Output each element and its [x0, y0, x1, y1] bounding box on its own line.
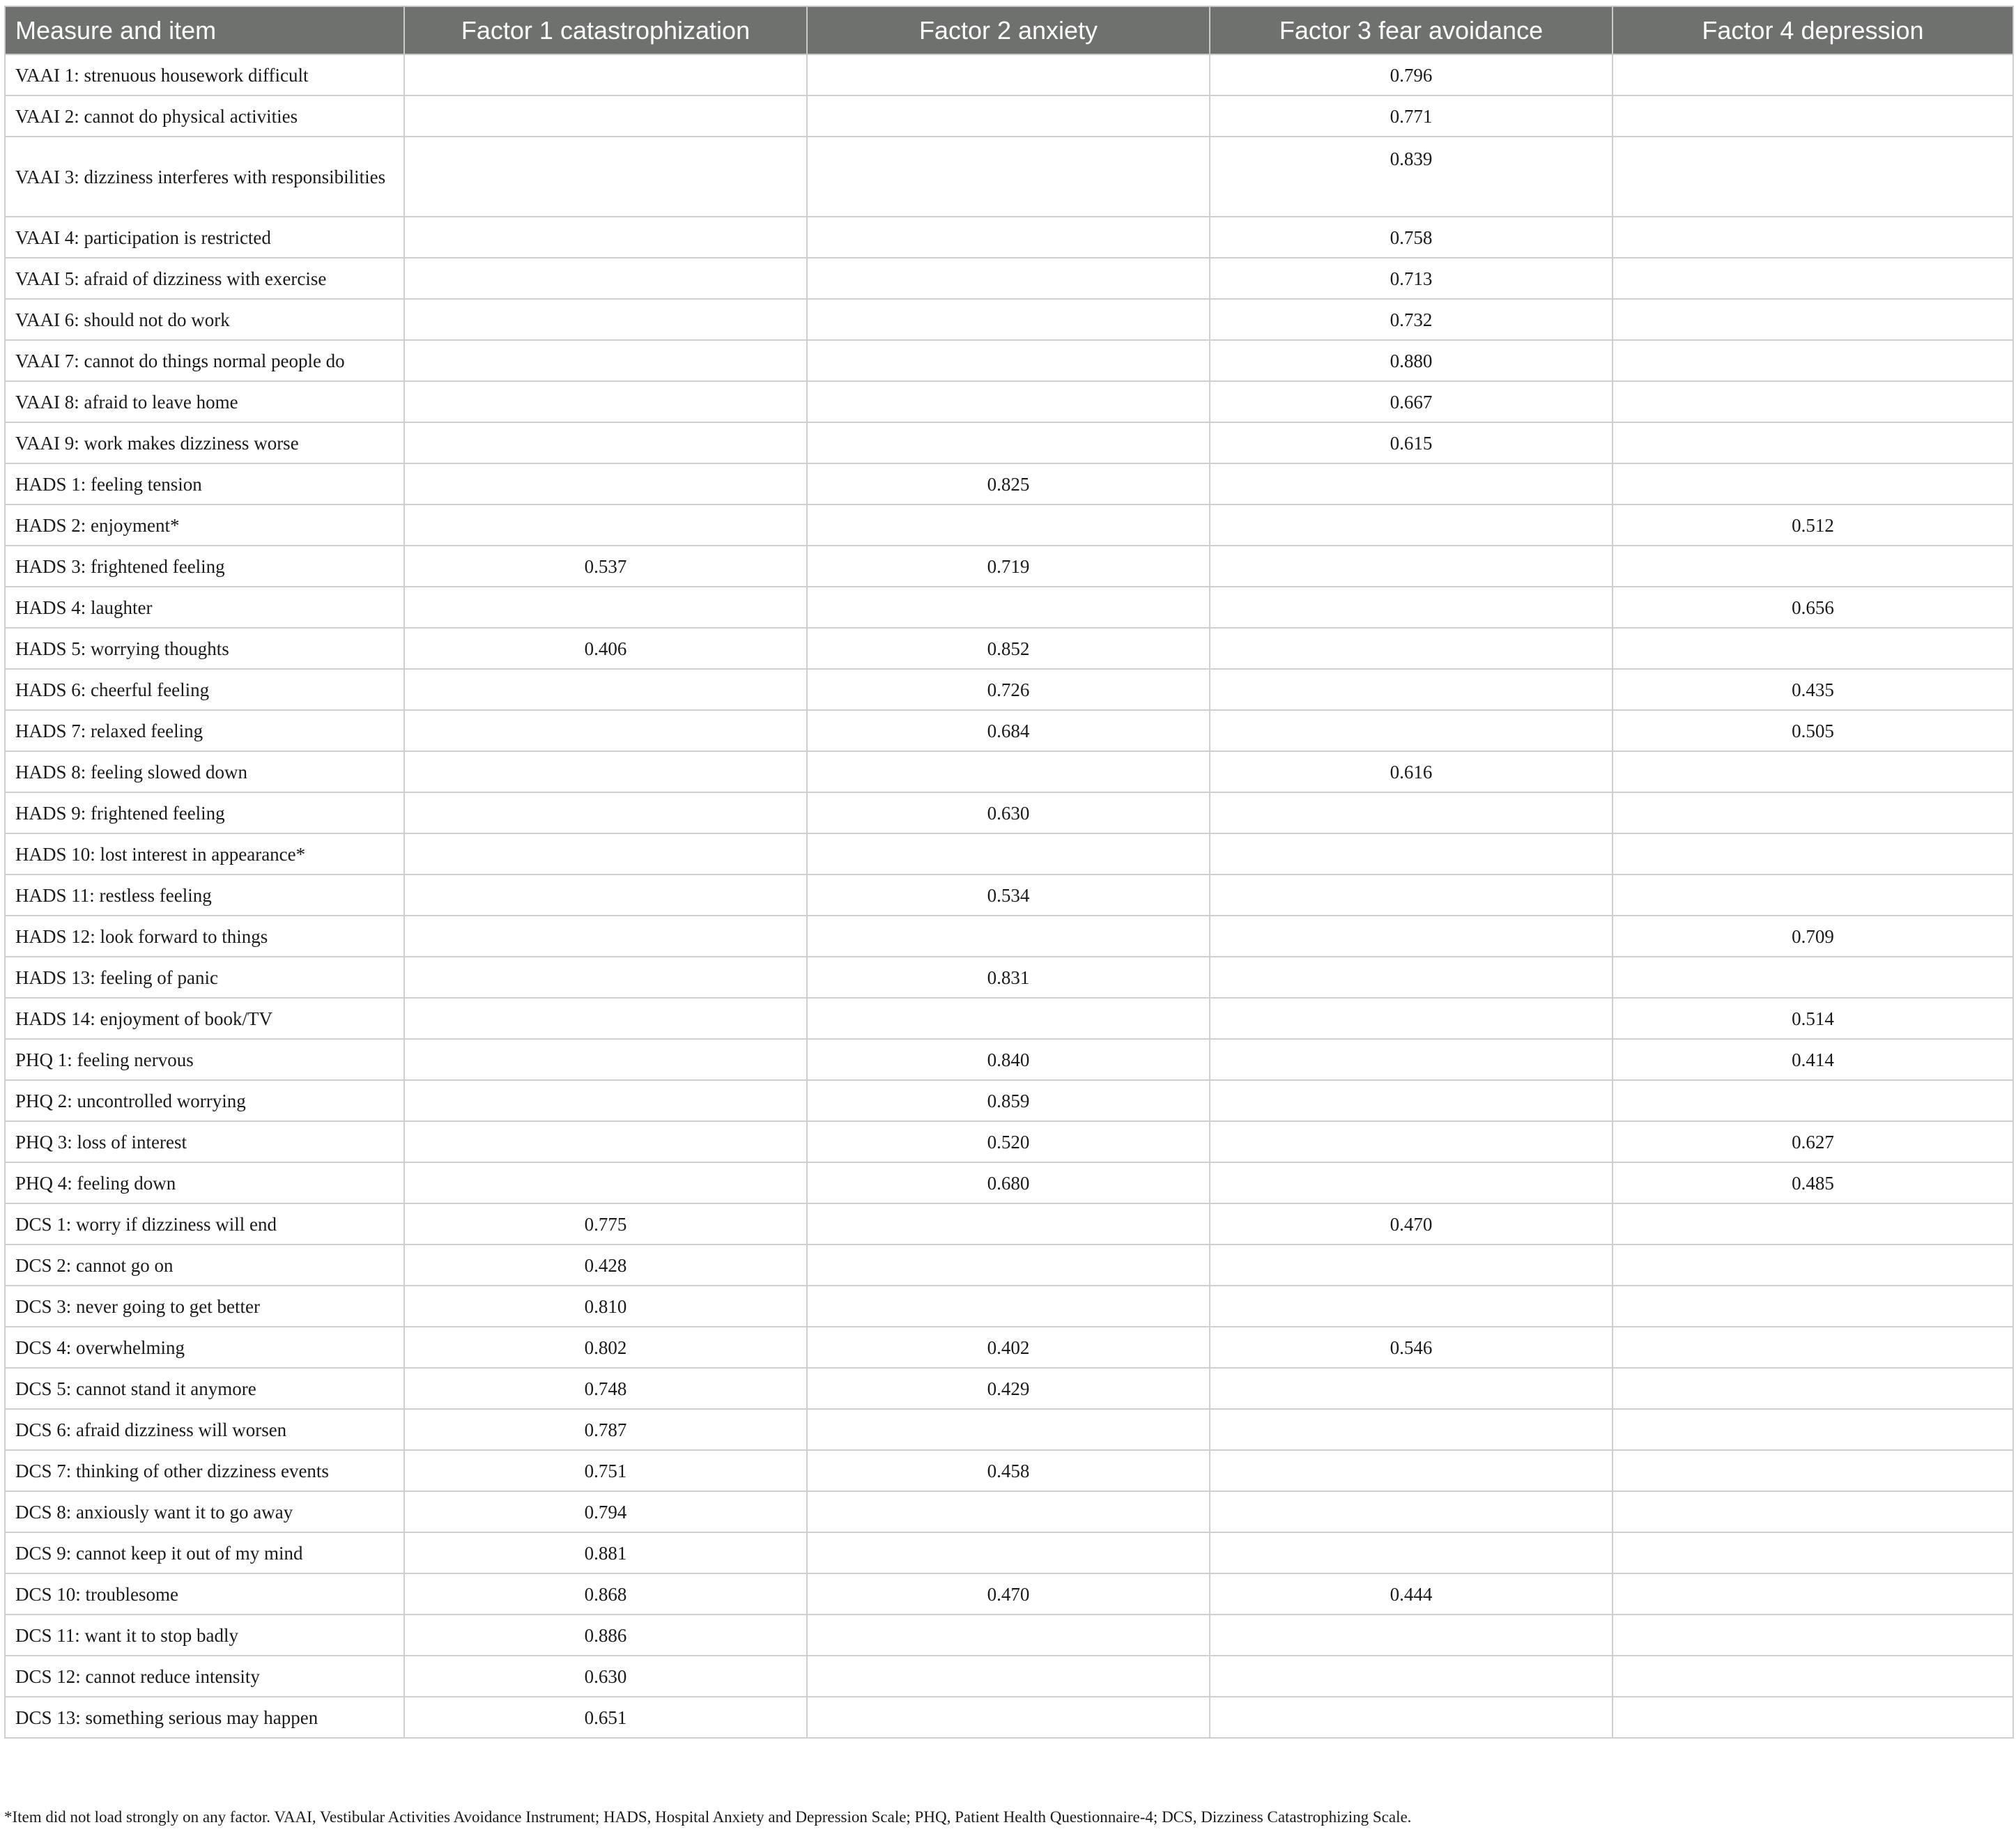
factor-1-loading — [404, 792, 807, 833]
item-label: VAAI 7: cannot do things normal people do — [5, 340, 404, 381]
factor-3-loading — [1210, 628, 1613, 669]
header-factor-2: Factor 2 anxiety — [807, 6, 1210, 54]
factor-1-loading: 0.881 — [404, 1532, 807, 1573]
factor-2-loading: 0.520 — [807, 1121, 1210, 1162]
table-row — [5, 299, 2013, 340]
factor-3-loading — [1210, 1656, 1613, 1697]
table-row — [5, 1491, 2013, 1532]
table-row — [5, 217, 2013, 258]
factor-3-loading: 0.444 — [1210, 1573, 1613, 1615]
item-label: DCS 6: afraid dizziness will worsen — [5, 1409, 404, 1450]
table-body — [5, 54, 2013, 1738]
factor-3-loading: 0.470 — [1210, 1203, 1613, 1245]
factor-4-loading — [1613, 628, 2013, 669]
item-label: HADS 8: feeling slowed down — [5, 751, 404, 792]
item-label: DCS 5: cannot stand it anymore — [5, 1368, 404, 1409]
factor-1-loading: 0.787 — [404, 1409, 807, 1450]
factor-1-loading — [404, 710, 807, 751]
factor-1-loading — [404, 957, 807, 998]
table-row — [5, 1327, 2013, 1368]
factor-1-loading — [404, 1162, 807, 1203]
table-row — [5, 422, 2013, 463]
factor-3-loading: 0.615 — [1210, 422, 1613, 463]
item-label: HADS 3: frightened feeling — [5, 546, 404, 587]
table-row — [5, 340, 2013, 381]
factor-3-loading — [1210, 1615, 1613, 1656]
table-row — [5, 1080, 2013, 1121]
factor-4-loading — [1613, 95, 2013, 137]
factor-3-loading: 0.758 — [1210, 217, 1613, 258]
factor-4-loading: 0.656 — [1613, 587, 2013, 628]
factor-1-loading: 0.868 — [404, 1573, 807, 1615]
table-row — [5, 710, 2013, 751]
factor-2-loading: 0.859 — [807, 1080, 1210, 1121]
factor-2-loading — [807, 1491, 1210, 1532]
factor-3-loading — [1210, 916, 1613, 957]
factor-1-loading — [404, 916, 807, 957]
factor-4-loading — [1613, 463, 2013, 504]
factor-4-loading — [1613, 1656, 2013, 1697]
item-label: HADS 11: restless feeling — [5, 875, 404, 916]
factor-4-loading — [1613, 546, 2013, 587]
table-row — [5, 833, 2013, 875]
item-label: VAAI 2: cannot do physical activities — [5, 95, 404, 137]
factor-1-loading: 0.630 — [404, 1656, 807, 1697]
factor-4-loading — [1613, 137, 2013, 217]
factor-2-loading — [807, 137, 1210, 217]
table-row — [5, 95, 2013, 137]
factor-4-loading — [1613, 875, 2013, 916]
factor-2-loading — [807, 504, 1210, 546]
factor-1-loading: 0.802 — [404, 1327, 807, 1368]
item-label: HADS 12: look forward to things — [5, 916, 404, 957]
factor-1-loading: 0.428 — [404, 1245, 807, 1286]
factor-3-loading: 0.667 — [1210, 381, 1613, 422]
factor-4-loading — [1613, 340, 2013, 381]
item-label: HADS 7: relaxed feeling — [5, 710, 404, 751]
factor-4-loading: 0.414 — [1613, 1039, 2013, 1080]
factor-1-loading — [404, 340, 807, 381]
table-row — [5, 1409, 2013, 1450]
factor-2-loading: 0.684 — [807, 710, 1210, 751]
factor-2-loading — [807, 1656, 1210, 1697]
factor-2-loading — [807, 1697, 1210, 1738]
item-label: DCS 12: cannot reduce intensity — [5, 1656, 404, 1697]
header-factor-4: Factor 4 depression — [1613, 6, 2013, 54]
factor-4-loading: 0.514 — [1613, 998, 2013, 1039]
factor-2-loading — [807, 1203, 1210, 1245]
item-label: DCS 13: something serious may happen — [5, 1697, 404, 1738]
table-row — [5, 1162, 2013, 1203]
factor-3-loading — [1210, 1080, 1613, 1121]
factor-4-loading — [1613, 1409, 2013, 1450]
factor-3-loading: 0.839 — [1210, 137, 1613, 217]
factor-3-loading — [1210, 1697, 1613, 1738]
table-row — [5, 1532, 2013, 1573]
table-row — [5, 1039, 2013, 1080]
item-label: DCS 9: cannot keep it out of my mind — [5, 1532, 404, 1573]
factor-4-loading — [1613, 1245, 2013, 1286]
table-row — [5, 587, 2013, 628]
factor-1-loading — [404, 833, 807, 875]
table-row — [5, 1450, 2013, 1491]
factor-2-loading: 0.831 — [807, 957, 1210, 998]
header-row — [5, 6, 2013, 54]
item-label: HADS 9: frightened feeling — [5, 792, 404, 833]
factor-1-loading — [404, 381, 807, 422]
factor-4-loading: 0.627 — [1613, 1121, 2013, 1162]
factor-1-loading — [404, 54, 807, 95]
factor-1-loading — [404, 1080, 807, 1121]
factor-4-loading — [1613, 299, 2013, 340]
factor-1-loading — [404, 998, 807, 1039]
factor-3-loading — [1210, 875, 1613, 916]
factor-4-loading — [1613, 1286, 2013, 1327]
factor-2-loading: 0.825 — [807, 463, 1210, 504]
factor-1-loading — [404, 751, 807, 792]
item-label: PHQ 4: feeling down — [5, 1162, 404, 1203]
factor-4-loading — [1613, 1615, 2013, 1656]
factor-2-loading — [807, 998, 1210, 1039]
factor-1-loading: 0.810 — [404, 1286, 807, 1327]
factor-1-loading — [404, 669, 807, 710]
factor-1-loading: 0.748 — [404, 1368, 807, 1409]
factor-3-loading — [1210, 1450, 1613, 1491]
table-row — [5, 54, 2013, 95]
item-label: VAAI 9: work makes dizziness worse — [5, 422, 404, 463]
factor-loadings-table-container — [4, 6, 2013, 1739]
factor-2-loading — [807, 1409, 1210, 1450]
factor-4-loading — [1613, 422, 2013, 463]
factor-4-loading — [1613, 792, 2013, 833]
factor-1-loading — [404, 463, 807, 504]
factor-1-loading — [404, 299, 807, 340]
item-label: DCS 4: overwhelming — [5, 1327, 404, 1368]
factor-2-loading: 0.534 — [807, 875, 1210, 916]
factor-3-loading — [1210, 1491, 1613, 1532]
factor-3-loading — [1210, 792, 1613, 833]
factor-3-loading — [1210, 1368, 1613, 1409]
item-label: HADS 5: worrying thoughts — [5, 628, 404, 669]
header-factor-1: Factor 1 catastrophization — [404, 6, 807, 54]
table-row — [5, 957, 2013, 998]
item-label: DCS 8: anxiously want it to go away — [5, 1491, 404, 1532]
item-label: PHQ 3: loss of interest — [5, 1121, 404, 1162]
item-label: VAAI 3: dizziness interferes with responsibilities — [5, 137, 404, 217]
factor-4-loading — [1613, 381, 2013, 422]
factor-1-loading: 0.406 — [404, 628, 807, 669]
factor-3-loading — [1210, 998, 1613, 1039]
factor-3-loading — [1210, 957, 1613, 998]
factor-2-loading: 0.429 — [807, 1368, 1210, 1409]
factor-2-loading — [807, 95, 1210, 137]
factor-1-loading — [404, 422, 807, 463]
item-label: VAAI 1: strenuous housework difficult — [5, 54, 404, 95]
factor-2-loading — [807, 381, 1210, 422]
factor-3-loading: 0.713 — [1210, 258, 1613, 299]
factor-4-loading: 0.512 — [1613, 504, 2013, 546]
table-row — [5, 137, 2013, 217]
factor-3-loading — [1210, 1409, 1613, 1450]
item-label: DCS 2: cannot go on — [5, 1245, 404, 1286]
item-label: DCS 11: want it to stop badly — [5, 1615, 404, 1656]
item-label: VAAI 5: afraid of dizziness with exercise — [5, 258, 404, 299]
factor-2-loading — [807, 299, 1210, 340]
factor-4-loading — [1613, 54, 2013, 95]
table-row — [5, 792, 2013, 833]
factor-4-loading — [1613, 1573, 2013, 1615]
factor-4-loading — [1613, 1080, 2013, 1121]
factor-3-loading: 0.796 — [1210, 54, 1613, 95]
factor-3-loading — [1210, 833, 1613, 875]
factor-3-loading — [1210, 587, 1613, 628]
factor-3-loading — [1210, 504, 1613, 546]
factor-1-loading — [404, 587, 807, 628]
table-row — [5, 1203, 2013, 1245]
item-label: VAAI 4: participation is restricted — [5, 217, 404, 258]
factor-2-loading — [807, 217, 1210, 258]
factor-1-loading — [404, 95, 807, 137]
factor-1-loading — [404, 258, 807, 299]
factor-3-loading — [1210, 463, 1613, 504]
factor-2-loading — [807, 258, 1210, 299]
factor-2-loading: 0.726 — [807, 669, 1210, 710]
factor-4-loading — [1613, 833, 2013, 875]
factor-loadings-table — [4, 6, 2014, 1739]
item-label: HADS 14: enjoyment of book/TV — [5, 998, 404, 1039]
factor-2-loading — [807, 587, 1210, 628]
table-row — [5, 546, 2013, 587]
table-row — [5, 1368, 2013, 1409]
factor-4-loading: 0.505 — [1613, 710, 2013, 751]
factor-4-loading: 0.485 — [1613, 1162, 2013, 1203]
factor-1-loading — [404, 1121, 807, 1162]
item-label: HADS 1: feeling tension — [5, 463, 404, 504]
table-row — [5, 916, 2013, 957]
factor-2-loading — [807, 833, 1210, 875]
factor-2-loading — [807, 916, 1210, 957]
factor-4-loading — [1613, 217, 2013, 258]
table-row — [5, 381, 2013, 422]
factor-2-loading — [807, 1245, 1210, 1286]
factor-1-loading — [404, 1039, 807, 1080]
item-label: DCS 1: worry if dizziness will end — [5, 1203, 404, 1245]
factor-1-loading — [404, 504, 807, 546]
table-row — [5, 628, 2013, 669]
table-row — [5, 998, 2013, 1039]
table-footnote: *Item did not load strongly on any factor. VAAI, Vestibular Activities Avoidance Instrument; HADS, Hospital Anxiety and Depression Scale; PHQ, Patient Health Questionnaire-4; DCS, Dizziness Catastrophizing Scale. — [4, 1808, 1412, 1826]
factor-2-loading — [807, 54, 1210, 95]
item-label: PHQ 1: feeling nervous — [5, 1039, 404, 1080]
factor-3-loading — [1210, 1039, 1613, 1080]
item-label: VAAI 8: afraid to leave home — [5, 381, 404, 422]
factor-4-loading — [1613, 1368, 2013, 1409]
factor-1-loading — [404, 875, 807, 916]
factor-4-loading — [1613, 1697, 2013, 1738]
table-row — [5, 1573, 2013, 1615]
table-row — [5, 504, 2013, 546]
factor-1-loading — [404, 217, 807, 258]
header-measure-and-item: Measure and item — [5, 6, 404, 54]
factor-4-loading — [1613, 751, 2013, 792]
factor-3-loading: 0.546 — [1210, 1327, 1613, 1368]
factor-3-loading: 0.732 — [1210, 299, 1613, 340]
factor-4-loading — [1613, 1327, 2013, 1368]
table-header — [5, 6, 2013, 54]
factor-3-loading — [1210, 710, 1613, 751]
factor-1-loading: 0.794 — [404, 1491, 807, 1532]
table-row — [5, 1245, 2013, 1286]
factor-3-loading — [1210, 1532, 1613, 1573]
item-label: HADS 10: lost interest in appearance* — [5, 833, 404, 875]
factor-2-loading — [807, 340, 1210, 381]
factor-3-loading — [1210, 1162, 1613, 1203]
item-label: HADS 13: feeling of panic — [5, 957, 404, 998]
factor-4-loading — [1613, 258, 2013, 299]
factor-1-loading: 0.886 — [404, 1615, 807, 1656]
table-row — [5, 875, 2013, 916]
factor-1-loading: 0.751 — [404, 1450, 807, 1491]
factor-2-loading: 0.719 — [807, 546, 1210, 587]
table-row — [5, 1121, 2013, 1162]
factor-1-loading — [404, 137, 807, 217]
factor-1-loading: 0.537 — [404, 546, 807, 587]
item-label: HADS 6: cheerful feeling — [5, 669, 404, 710]
factor-2-loading — [807, 751, 1210, 792]
factor-4-loading — [1613, 1532, 2013, 1573]
factor-3-loading: 0.616 — [1210, 751, 1613, 792]
factor-1-loading: 0.651 — [404, 1697, 807, 1738]
item-label: DCS 10: troublesome — [5, 1573, 404, 1615]
factor-4-loading — [1613, 1491, 2013, 1532]
item-label: VAAI 6: should not do work — [5, 299, 404, 340]
factor-4-loading — [1613, 957, 2013, 998]
factor-2-loading — [807, 1615, 1210, 1656]
factor-4-loading: 0.709 — [1613, 916, 2013, 957]
header-factor-3: Factor 3 fear avoidance — [1210, 6, 1613, 54]
factor-2-loading: 0.402 — [807, 1327, 1210, 1368]
factor-3-loading — [1210, 546, 1613, 587]
factor-2-loading: 0.458 — [807, 1450, 1210, 1491]
factor-3-loading: 0.880 — [1210, 340, 1613, 381]
factor-3-loading — [1210, 1121, 1613, 1162]
factor-2-loading: 0.470 — [807, 1573, 1210, 1615]
item-label: PHQ 2: uncontrolled worrying — [5, 1080, 404, 1121]
factor-4-loading: 0.435 — [1613, 669, 2013, 710]
table-row — [5, 1286, 2013, 1327]
factor-3-loading — [1210, 669, 1613, 710]
factor-4-loading — [1613, 1203, 2013, 1245]
item-label: DCS 3: never going to get better — [5, 1286, 404, 1327]
table-row — [5, 669, 2013, 710]
table-row — [5, 1656, 2013, 1697]
factor-2-loading — [807, 422, 1210, 463]
factor-2-loading: 0.680 — [807, 1162, 1210, 1203]
factor-2-loading: 0.852 — [807, 628, 1210, 669]
factor-2-loading — [807, 1532, 1210, 1573]
factor-3-loading — [1210, 1286, 1613, 1327]
factor-2-loading: 0.840 — [807, 1039, 1210, 1080]
table-row — [5, 1615, 2013, 1656]
item-label: DCS 7: thinking of other dizziness events — [5, 1450, 404, 1491]
item-label: HADS 4: laughter — [5, 587, 404, 628]
factor-1-loading: 0.775 — [404, 1203, 807, 1245]
table-row — [5, 1697, 2013, 1738]
table-row — [5, 258, 2013, 299]
factor-4-loading — [1613, 1450, 2013, 1491]
table-row — [5, 751, 2013, 792]
factor-3-loading: 0.771 — [1210, 95, 1613, 137]
factor-2-loading — [807, 1286, 1210, 1327]
table-row — [5, 463, 2013, 504]
factor-2-loading: 0.630 — [807, 792, 1210, 833]
item-label: HADS 2: enjoyment* — [5, 504, 404, 546]
factor-3-loading — [1210, 1245, 1613, 1286]
